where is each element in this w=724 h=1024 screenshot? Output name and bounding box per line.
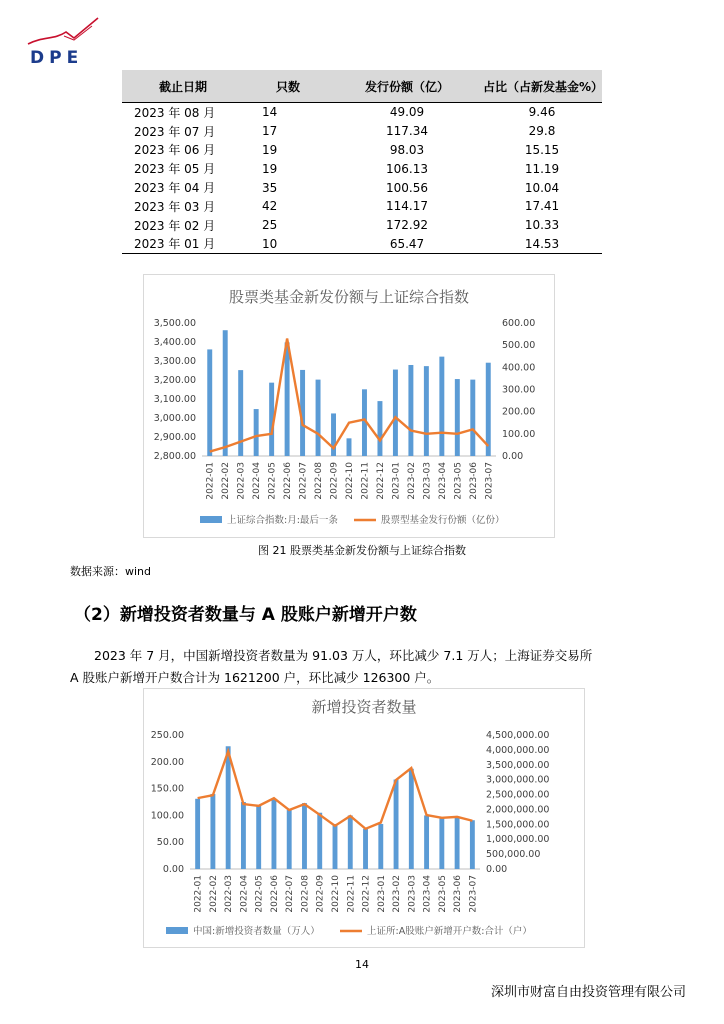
table-row — [122, 178, 602, 197]
x-tick-label: 2022-09 — [329, 462, 340, 500]
y-tick-label-left: 2,800.00 — [153, 451, 196, 462]
line-series — [210, 339, 489, 452]
bar — [378, 824, 383, 869]
x-tick-label: 2022-02 — [208, 875, 219, 913]
bar — [317, 813, 322, 869]
bar — [424, 366, 429, 456]
chart-title: 新增投资者数量 — [311, 698, 417, 716]
x-tick-label: 2022-10 — [331, 875, 341, 913]
bar — [226, 746, 231, 869]
y-tick-label-right: 500,000.00 — [486, 849, 541, 861]
bar — [348, 815, 353, 869]
y-tick-label-right: 4,500,000.00 — [486, 730, 550, 741]
x-tick-label: 2022-01 — [205, 462, 216, 500]
y-tick-label-right: 0.00 — [486, 864, 508, 875]
y-tick-label-right: 4,000,000.00 — [486, 744, 550, 756]
x-tick-label: 2023-06 — [468, 462, 479, 500]
x-tick-label: 2022-08 — [300, 875, 311, 913]
chart-title: 股票类基金新发份额与上证综合指数 — [228, 288, 470, 306]
x-tick-label: 2022-12 — [361, 875, 372, 913]
x-tick-label: 2023-01 — [391, 462, 402, 500]
table-cell: 98.03 — [389, 142, 425, 157]
bar — [241, 802, 246, 869]
x-tick-label: 2022-05 — [267, 462, 278, 500]
y-tick-label-right: 200.00 — [502, 406, 536, 418]
bar — [408, 365, 413, 456]
x-tick-label: 2023-02 — [406, 462, 417, 500]
table-cell: 19 — [262, 142, 278, 157]
footer-company: 深圳市财富自由投资管理有限公司 — [490, 985, 686, 1000]
bar — [424, 815, 429, 869]
table-cell: 19 — [262, 161, 278, 176]
paragraph-line-1: 2023 年 7 月，中国新增投资者数量为 91.03 万人，环比减少 7.1 万人；上海证券交易所 — [94, 648, 593, 663]
table-cell: 65.47 — [332, 235, 482, 254]
legend-swatch-bar — [166, 927, 188, 934]
x-tick-label: 2023-05 — [437, 875, 448, 913]
table-cell: 2023 年 03 月 — [134, 199, 216, 214]
y-tick-label-left: 100.00 — [150, 810, 184, 822]
table-cell: 2023 年 08 月 — [134, 105, 216, 120]
x-tick-label: 2022-06 — [269, 875, 280, 913]
legend-label-line: 上证所:A股账户新增开户数:合计（户） — [367, 926, 532, 937]
bar — [302, 803, 307, 869]
table-row — [122, 122, 602, 141]
x-tick-label: 2023-03 — [407, 875, 418, 913]
x-tick-label: 2022-11 — [346, 875, 357, 913]
table-cell: 172.92 — [386, 218, 428, 233]
page-number: 14 — [355, 958, 369, 971]
table-cell: 2023 年 04 月 — [134, 181, 216, 196]
header-shares: 发行份额（亿） — [332, 70, 482, 103]
figure-caption: 图 21 股票类基金新发份额与上证综合指数 — [258, 544, 466, 557]
x-tick-label: 2023-05 — [453, 462, 464, 500]
bar — [285, 342, 290, 456]
bar — [316, 380, 321, 456]
y-tick-label-left: 250.00 — [150, 730, 184, 741]
y-tick-label-left: 3,500.00 — [153, 318, 196, 329]
bar — [393, 370, 398, 456]
x-tick-label: 2022-12 — [375, 462, 386, 500]
y-tick-label-left: 3,000.00 — [153, 413, 196, 424]
y-tick-label-right: 100.00 — [502, 428, 536, 440]
y-tick-label-right: 300.00 — [502, 384, 536, 396]
bar — [439, 818, 444, 869]
header-count: 只数 — [244, 70, 332, 103]
x-tick-label: 2023-02 — [392, 875, 403, 913]
table-cell: 29.8 — [528, 124, 556, 139]
bar — [287, 810, 292, 869]
table-cell: 117.34 — [386, 124, 428, 139]
table-cell: 14.53 — [482, 235, 602, 254]
x-tick-label: 2023-04 — [437, 462, 448, 500]
y-tick-label-right: 2,500,000.00 — [486, 789, 550, 801]
x-tick-label: 2022-10 — [345, 462, 355, 500]
bar — [439, 357, 444, 456]
x-tick-label: 2022-05 — [254, 875, 265, 913]
x-tick-label: 2022-07 — [285, 875, 296, 913]
bar — [470, 820, 475, 869]
table-cell: 11.19 — [524, 161, 560, 176]
x-tick-label: 2023-07 — [484, 462, 495, 500]
y-tick-label-left: 2,900.00 — [153, 432, 196, 443]
table-row — [122, 141, 602, 160]
table-cell: 17.41 — [524, 199, 560, 214]
logo-text: DPE — [30, 48, 84, 68]
line-series — [198, 751, 473, 828]
bar — [223, 330, 228, 456]
section-title: （2）新增投资者数量与 A 股账户新增开户数 — [74, 605, 417, 625]
table-cell: 10.04 — [524, 180, 560, 195]
bar — [363, 829, 368, 869]
table-header-row — [122, 70, 602, 103]
chart-fund-vs-index — [143, 274, 555, 538]
y-tick-label-right: 0.00 — [502, 451, 524, 462]
bar — [207, 349, 212, 456]
bar — [347, 438, 352, 456]
y-tick-label-right: 1,000,000.00 — [486, 834, 550, 846]
y-tick-label-right: 600.00 — [502, 318, 536, 329]
table-row — [122, 216, 602, 235]
x-tick-label: 2022-02 — [221, 462, 232, 500]
x-tick-label: 2022-03 — [224, 875, 235, 913]
legend-swatch-bar — [200, 516, 222, 523]
header-ratio: 占比（占新发基金%） — [482, 70, 602, 103]
x-tick-label: 2022-06 — [283, 462, 294, 500]
x-tick-label: 2023-03 — [422, 462, 433, 500]
table-cell: 35 — [262, 180, 278, 195]
table-row — [122, 235, 602, 254]
table-cell: 2023 年 05 月 — [134, 162, 216, 177]
table-cell: 2023 年 07 月 — [134, 124, 216, 139]
x-tick-label: 2022-09 — [315, 875, 326, 913]
y-tick-label-right: 3,000,000.00 — [486, 774, 550, 786]
bar — [409, 769, 414, 869]
y-tick-label-left: 200.00 — [150, 756, 184, 768]
y-tick-label-left: 3,400.00 — [153, 337, 196, 348]
bar — [256, 806, 261, 869]
table-cell: 114.17 — [386, 199, 428, 214]
y-tick-label-left: 3,200.00 — [153, 375, 196, 386]
y-tick-label-right: 500.00 — [502, 340, 536, 352]
y-tick-label-left: 50.00 — [156, 837, 184, 849]
x-tick-label: 2022-03 — [236, 462, 247, 500]
table-cell: 49.09 — [389, 105, 425, 120]
y-tick-label-right: 3,500,000.00 — [486, 759, 550, 771]
table-cell: 10.33 — [524, 218, 560, 233]
x-tick-label: 2022-04 — [239, 875, 250, 913]
legend-label-bar: 上证综合指数:月:最后一条 — [227, 515, 338, 526]
data-source: 数据来源：wind — [70, 565, 152, 578]
table-row — [122, 197, 602, 216]
bar — [272, 799, 277, 869]
bar — [254, 409, 259, 456]
y-tick-label-right: 1,500,000.00 — [486, 819, 550, 831]
table-cell: 2023 年 01 月 — [122, 235, 244, 254]
bar — [377, 401, 382, 456]
x-tick-label: 2022-11 — [360, 462, 371, 500]
table-cell: 100.56 — [386, 180, 428, 195]
x-tick-label: 2022-01 — [193, 875, 204, 913]
table-cell: 15.15 — [524, 142, 560, 157]
paragraph-line-2: A 股账户新增开户数合计为 1621200 户，环比减少 126300 户。 — [70, 670, 440, 685]
y-tick-label-right: 2,000,000.00 — [486, 804, 550, 816]
table-cell: 25 — [262, 218, 278, 233]
x-tick-label: 2022-07 — [298, 462, 309, 500]
bar — [195, 799, 200, 869]
x-tick-label: 2023-01 — [376, 875, 387, 913]
y-tick-label-left: 3,300.00 — [153, 356, 196, 367]
legend-label-line: 股票型基金发行份额（亿份） — [381, 515, 505, 526]
bar — [210, 794, 215, 869]
bar — [455, 816, 460, 869]
x-tick-label: 2022-04 — [252, 462, 263, 500]
table-row — [122, 103, 602, 122]
table-cell: 9.46 — [528, 105, 556, 120]
bar — [486, 363, 491, 456]
table-cell: 14 — [262, 105, 278, 120]
x-tick-label: 2023-04 — [422, 875, 433, 913]
fund-issuance-table — [122, 70, 602, 254]
header-date: 截止日期 — [122, 70, 244, 103]
bar — [394, 779, 399, 869]
y-tick-label-left: 0.00 — [162, 864, 184, 875]
table-cell: 42 — [262, 199, 278, 214]
y-tick-label-left: 150.00 — [150, 783, 184, 795]
table-cell: 2023 年 02 月 — [134, 218, 216, 233]
y-tick-label-left: 3,100.00 — [153, 394, 196, 405]
bar — [470, 380, 475, 456]
y-tick-label-right: 400.00 — [502, 362, 536, 374]
x-tick-label: 2022-08 — [314, 462, 325, 500]
x-tick-label: 2023-07 — [468, 875, 479, 913]
table-cell: 10 — [244, 235, 332, 254]
legend-label-bar: 中国:新增投资者数量（万人） — [193, 926, 320, 937]
x-tick-label: 2023-06 — [453, 875, 464, 913]
bar — [333, 824, 338, 869]
table-cell: 17 — [262, 124, 278, 139]
table-cell: 106.13 — [386, 161, 428, 176]
chart-new-investors — [143, 688, 585, 948]
table-cell: 2023 年 06 月 — [134, 143, 216, 158]
bar — [455, 379, 460, 456]
table-row — [122, 159, 602, 178]
